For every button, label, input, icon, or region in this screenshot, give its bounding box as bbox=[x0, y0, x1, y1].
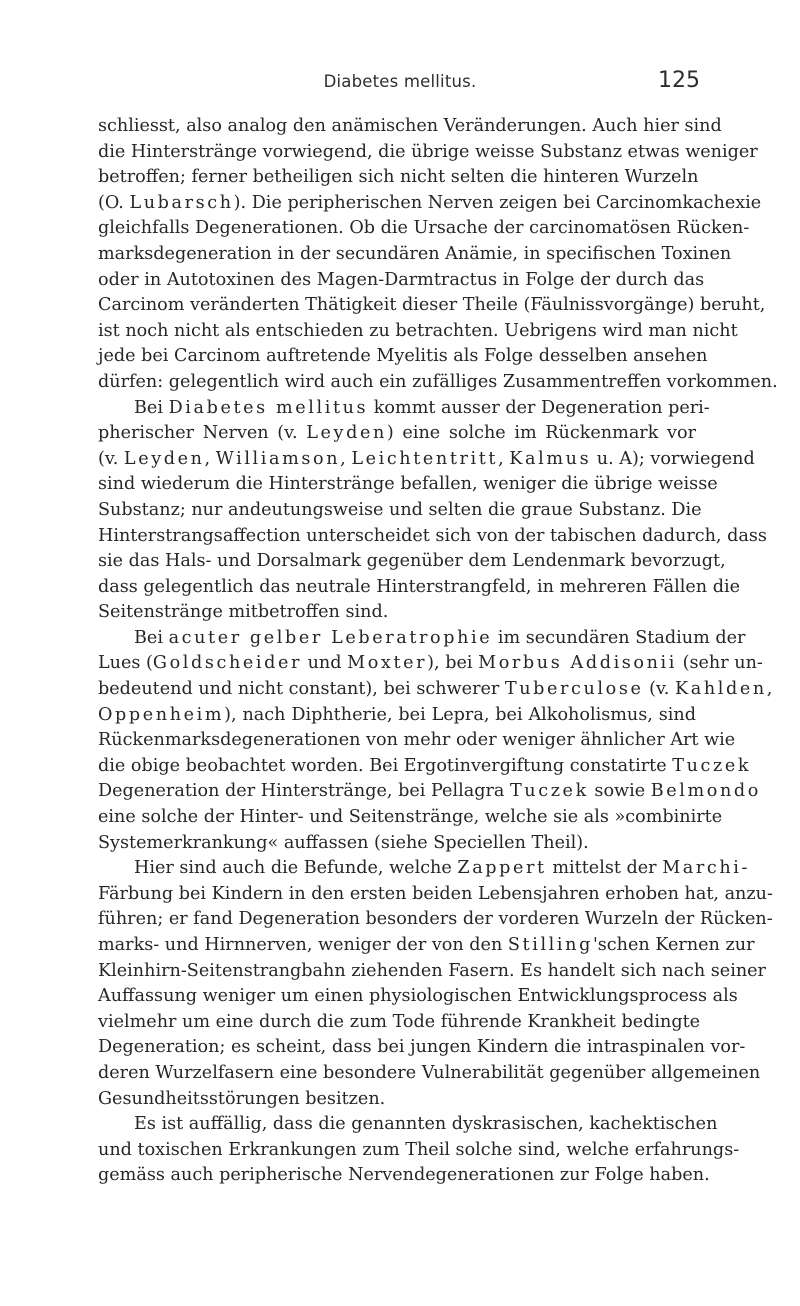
text-line bbox=[98, 472, 718, 498]
text-run: Hier sind auch die Befunde, welche bbox=[134, 858, 458, 879]
page-number: 125 bbox=[658, 68, 700, 93]
text-run: gemäss auch peripherische Nervendegenerationen zur Folge haben. bbox=[98, 1165, 710, 1186]
spaced-name: acuter gelber Leberatrophie bbox=[168, 627, 493, 648]
text-run: die Hinterstränge vorwiegend, die übrige weisse Substanz etwas weniger bbox=[98, 141, 758, 162]
text-line bbox=[98, 856, 748, 882]
text-run: die obige beobachtet worden. Bei Ergotinvergiftung constatirte bbox=[98, 755, 673, 776]
text-line bbox=[98, 959, 766, 985]
running-head bbox=[100, 68, 700, 100]
text-run: Färbung bei Kindern in den ersten beiden Lebensjahren erhoben hat, anzu- bbox=[98, 883, 773, 904]
text-line bbox=[98, 984, 738, 1010]
text-line bbox=[98, 140, 758, 166]
text-run: , bbox=[204, 448, 216, 469]
running-title: Diabetes mellitus. bbox=[323, 72, 477, 91]
text-run: führen; er fand Degeneration besonders der vorderen Wurzeln der Rücken- bbox=[98, 909, 773, 930]
text-line bbox=[98, 882, 773, 908]
text-run: Auffassung weniger um einen physiologischen Entwicklungsprocess als bbox=[98, 986, 738, 1007]
text-line bbox=[98, 831, 696, 857]
text-run: jede bei Carcinom auftretende Myelitis als Folge desselben ansehen bbox=[98, 346, 708, 367]
spaced-name: Leichtentritt bbox=[351, 448, 499, 469]
text-line bbox=[98, 216, 750, 242]
text-line bbox=[98, 728, 736, 754]
spaced-name: Leyden bbox=[123, 448, 205, 469]
text-run: (v. bbox=[643, 679, 675, 700]
text-line bbox=[98, 754, 752, 780]
text-run: Seitenstränge mitbetroffen sind. bbox=[98, 602, 389, 623]
text-run: sowie bbox=[588, 781, 651, 802]
text-line bbox=[98, 933, 755, 959]
spaced-name: Zappert bbox=[457, 858, 547, 879]
text-run: und bbox=[302, 653, 348, 674]
body-text bbox=[98, 114, 778, 1189]
text-run: im secundären Stadium der bbox=[492, 627, 746, 648]
text-line bbox=[98, 498, 702, 524]
spaced-name: Goldscheider bbox=[152, 653, 302, 674]
text-run: 'schen Kernen zur bbox=[592, 935, 755, 955]
text-run: Systemerkrankung« auffassen (siehe Speciellen Theil). bbox=[98, 832, 589, 853]
text-run: marks- und Hirnnerven, weniger der von den bbox=[98, 935, 508, 955]
text-run: sie das Hals- und Dorsalmark gegenüber dem Lendenmark bevorzugt, bbox=[98, 551, 726, 572]
text-run: bedeutend und nicht constant), bei schwerer bbox=[98, 679, 505, 700]
spaced-name: Tuczek bbox=[509, 781, 589, 802]
text-run: (sehr un- bbox=[677, 653, 763, 674]
spaced-name: Oppenheim bbox=[98, 704, 225, 725]
text-run: schliesst, also analog den anämischen Veränderungen. Auch hier sind bbox=[98, 116, 722, 136]
text-run: dürfen: gelegentlich wird auch ein zufälliges Zusammentreffen vorkommen. bbox=[98, 371, 778, 392]
text-line bbox=[98, 1010, 701, 1036]
text-run: eine solche der Hinter- und Seitenstränge, welche sie als »combinirte bbox=[98, 807, 723, 828]
text-line bbox=[98, 1087, 696, 1113]
text-run: Bei bbox=[134, 627, 169, 648]
spaced-name: Kalmus bbox=[509, 448, 592, 469]
text-run: marksdegeneration in der secundären Anämie, in specifischen Toxinen bbox=[98, 243, 732, 264]
text-run: vielmehr um eine durch die zum Tode führende Krankheit bedingte bbox=[98, 1011, 701, 1032]
text-run: Substanz; nur andeutungsweise und selten die graue Substanz. Die bbox=[98, 499, 702, 520]
text-line bbox=[98, 1061, 761, 1087]
spaced-name: Diabetes mellitus bbox=[168, 397, 369, 418]
text-line bbox=[98, 165, 699, 191]
spaced-name: Leyden bbox=[306, 423, 387, 444]
text-line bbox=[98, 703, 696, 729]
text-line bbox=[98, 319, 738, 345]
text-run: u. A); vorwiegend bbox=[591, 448, 755, 469]
text-run: ). Die peripherischen Nerven zeigen bei Carcinomkachexie bbox=[233, 192, 762, 213]
text-run: Degeneration der Hinterstränge, bei Pellagra bbox=[98, 781, 510, 802]
text-run: Carcinom veränderten Thätigkeit dieser Theile (Fäulnissvorgänge) beruht, bbox=[98, 295, 766, 316]
text-run: betroffen; ferner betheiligen sich nicht selten die hinteren Wurzeln bbox=[98, 167, 699, 188]
spaced-name: Morbus Addisonii bbox=[478, 653, 678, 674]
text-run: ), bei bbox=[427, 653, 479, 674]
text-line bbox=[98, 907, 773, 933]
text-line bbox=[98, 677, 773, 703]
text-line bbox=[98, 575, 740, 601]
spaced-name: Lubarsch bbox=[129, 192, 234, 213]
text-run: gleichfalls Degenerationen. Ob die Ursache der carcinomatösen Rücken- bbox=[98, 218, 750, 239]
text-run: oder in Autotoxinen des Magen-Darmtractus in Folge der durch das bbox=[98, 269, 705, 290]
text-run: Rückenmarksdegenerationen von mehr oder weniger ähnlicher Art wie bbox=[98, 730, 736, 751]
text-line bbox=[98, 524, 767, 550]
text-line bbox=[98, 344, 708, 370]
text-run: ), nach Diphtherie, bei Lepra, bei Alkoholismus, sind bbox=[224, 704, 696, 725]
text-run: Es ist auffällig, dass die genannten dyskrasischen, kachektischen bbox=[134, 1114, 718, 1135]
text-line bbox=[98, 1163, 710, 1189]
text-line bbox=[98, 370, 778, 396]
text-run: Hinterstrangsaffection unterscheidet sich von der tabischen dadurch, dass bbox=[98, 525, 767, 546]
text-line bbox=[98, 268, 705, 294]
text-run: Bei bbox=[134, 397, 169, 418]
spaced-name: Moxter bbox=[347, 653, 428, 674]
text-run: Lues ( bbox=[98, 653, 153, 674]
text-run: (O. bbox=[98, 192, 130, 213]
text-run: ist noch nicht als entschieden zu betrachten. Uebrigens wird man nicht bbox=[98, 320, 738, 341]
spaced-name: Tuberculose bbox=[504, 679, 644, 700]
text-run: , bbox=[340, 448, 352, 469]
text-run: kommt ausser der Degeneration peri- bbox=[368, 397, 710, 418]
text-line bbox=[98, 549, 726, 575]
spaced-name: Marchi bbox=[662, 858, 742, 879]
text-run: und toxischen Erkrankungen zum Theil solche sind, welche erfahrungs- bbox=[98, 1139, 740, 1160]
spaced-name: Belmondo bbox=[650, 781, 761, 802]
text-run: Kleinhirn-Seitenstrangbahn ziehenden Fasern. Es handelt sich nach seiner bbox=[98, 960, 766, 981]
text-run: , bbox=[766, 679, 773, 700]
text-run: (v. bbox=[98, 448, 124, 469]
text-run: pherischer Nerven (v. bbox=[98, 423, 307, 444]
text-line bbox=[98, 396, 710, 422]
text-line bbox=[98, 651, 763, 677]
spaced-name: Tuczek bbox=[672, 755, 752, 776]
text-line bbox=[98, 114, 722, 140]
text-line bbox=[98, 191, 762, 217]
text-run: Degeneration; es scheint, dass bei jungen Kindern die intraspinalen vor- bbox=[98, 1037, 746, 1058]
text-run: Gesundheitsstörungen besitzen. bbox=[98, 1088, 386, 1109]
text-run: dass gelegentlich das neutrale Hinterstrangfeld, in mehreren Fällen die bbox=[98, 576, 740, 597]
spaced-name: Stilling bbox=[507, 935, 593, 955]
spaced-name: Kahlden bbox=[675, 679, 767, 700]
text-line bbox=[98, 626, 746, 652]
text-line bbox=[98, 1112, 718, 1138]
text-run: deren Wurzelfasern eine besondere Vulnerabilität gegenüber allgemeinen bbox=[98, 1062, 761, 1083]
text-line bbox=[98, 421, 696, 447]
text-line bbox=[98, 600, 696, 626]
text-line bbox=[98, 293, 766, 319]
text-line bbox=[98, 1035, 746, 1061]
text-run: - bbox=[741, 858, 748, 879]
text-line bbox=[98, 242, 732, 268]
text-run: sind wiederum die Hinterstränge befallen, weniger die übrige weisse bbox=[98, 474, 718, 495]
text-run: ) eine solche im Rückenmark vor bbox=[386, 423, 696, 444]
spaced-name: Williamson bbox=[215, 448, 341, 469]
text-run: , bbox=[498, 448, 510, 469]
text-line bbox=[98, 779, 761, 805]
text-line bbox=[98, 447, 755, 473]
text-line bbox=[98, 805, 723, 831]
text-run: mittelst der bbox=[546, 858, 663, 879]
text-line bbox=[98, 1138, 740, 1164]
